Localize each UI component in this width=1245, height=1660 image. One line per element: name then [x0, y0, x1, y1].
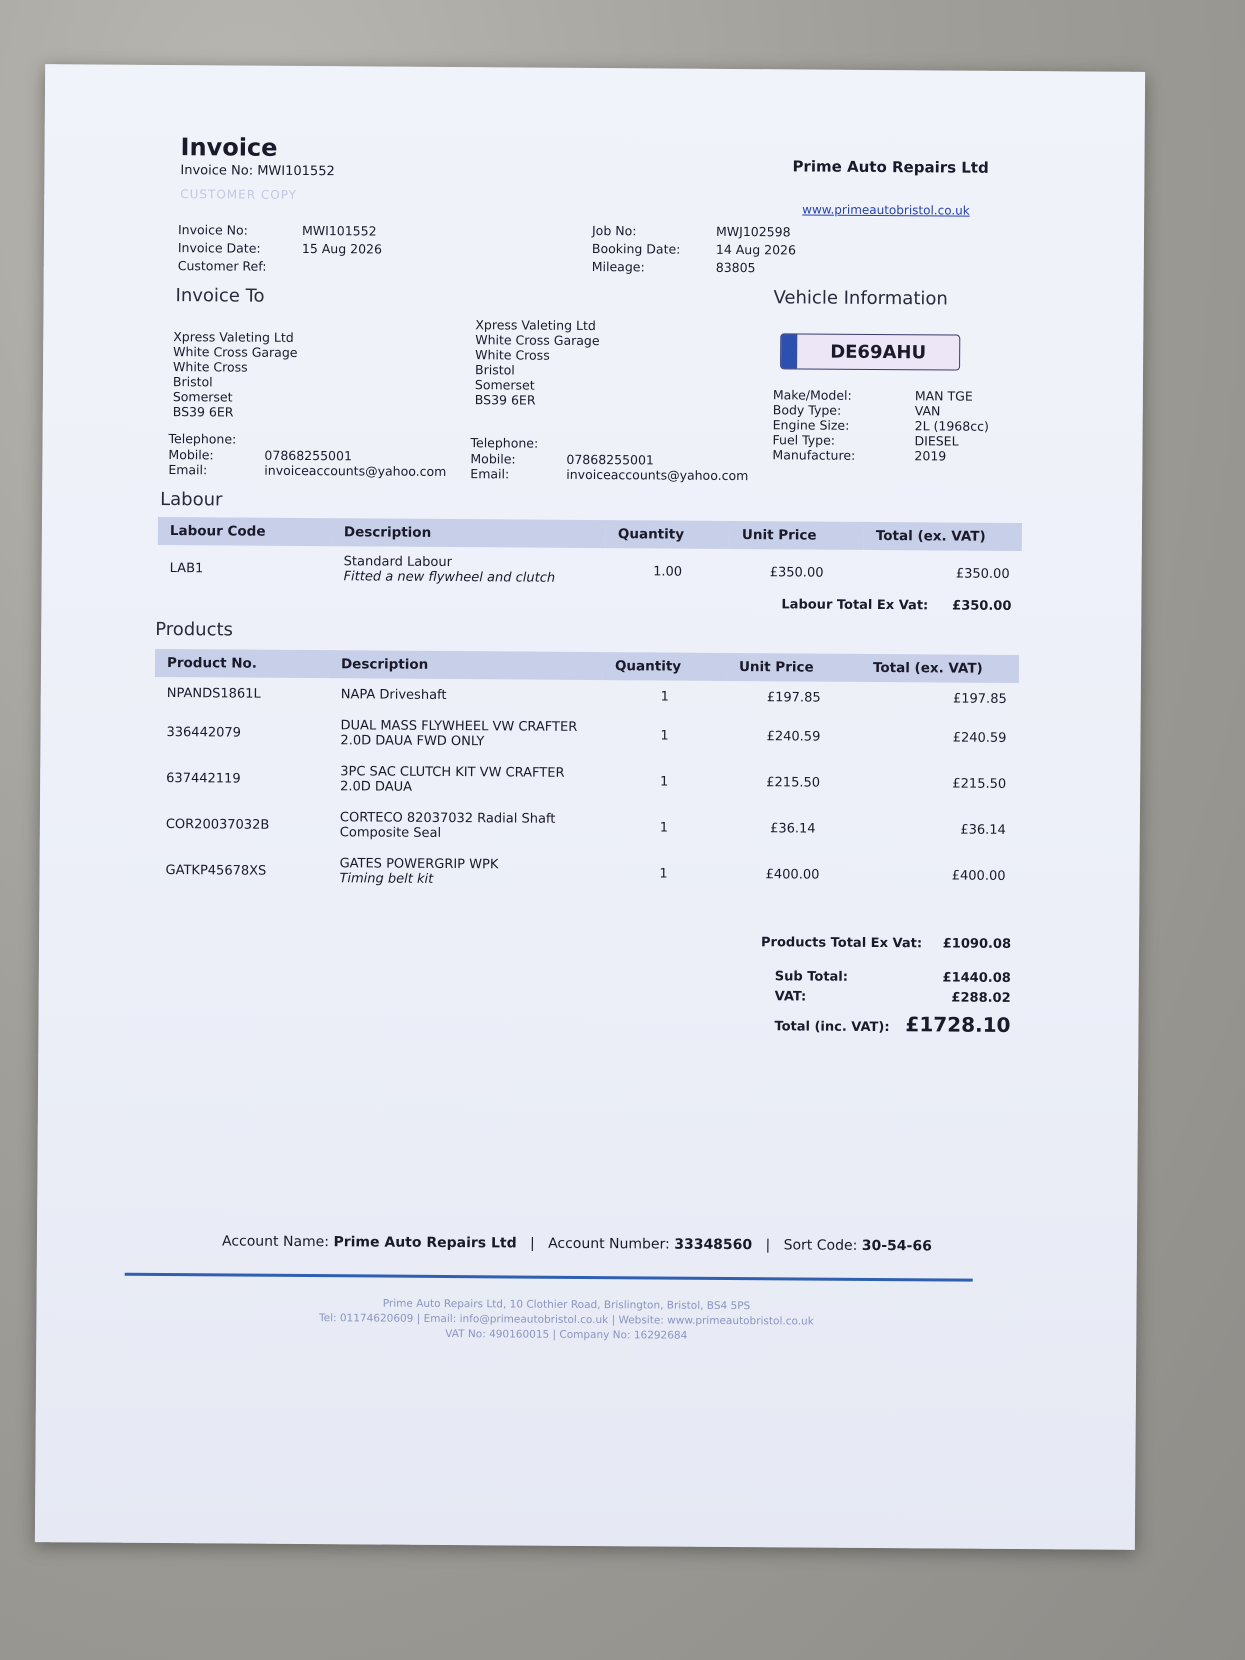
- vehicle-value: 2L (1968cc): [914, 418, 989, 434]
- mobile-label: Mobile:: [470, 450, 516, 466]
- address-line: Bristol: [474, 362, 515, 378]
- vehicle-label: Make/Model:: [772, 387, 852, 403]
- quantity: 1.00: [653, 563, 683, 580]
- unit-price: £36.14: [770, 820, 816, 837]
- unit-price: £350.00: [769, 564, 824, 581]
- table-row: [154, 801, 1018, 853]
- line-total: £36.14: [960, 822, 1006, 838]
- line-total: £350.00: [955, 566, 1010, 582]
- vat-row: [775, 989, 1011, 1013]
- company-website-link[interactable]: www.primeautobristol.co.uk: [802, 202, 970, 218]
- product-number: NPANDS1861L: [166, 685, 261, 702]
- subtotal-row: [775, 969, 1011, 991]
- vehicle-label: Body Type:: [772, 402, 842, 418]
- separator: |: [756, 1237, 780, 1254]
- product-number: 637442119: [166, 770, 241, 787]
- email-value: invoiceaccounts@yahoo.com: [264, 462, 447, 479]
- invoice-to-heading: Invoice To: [175, 285, 265, 307]
- footer-divider: [125, 1273, 973, 1282]
- product-number: 336442079: [166, 724, 242, 741]
- invoice-title: Invoice: [180, 133, 278, 162]
- subtotal-value: £1440.08: [942, 970, 1011, 986]
- separator: |: [521, 1235, 544, 1252]
- meta-label: Mileage:: [591, 258, 645, 275]
- unit-price: £197.85: [766, 689, 821, 706]
- column-header: Total (ex. VAT): [864, 522, 1022, 551]
- mobile-value: 07868255001: [566, 451, 654, 467]
- mobile-label: Mobile:: [168, 446, 214, 462]
- column-header: Unit Price: [727, 653, 861, 682]
- vehicle-info-heading: Vehicle Information: [773, 287, 948, 310]
- address-line: White Cross Garage: [475, 332, 600, 349]
- address-line: BS39 6ER: [172, 404, 234, 420]
- line-total: £400.00: [951, 868, 1006, 884]
- description-sub: 2.0D DAUA: [340, 779, 413, 795]
- meta-label: Booking Date:: [591, 240, 681, 257]
- products-table: [153, 649, 1019, 899]
- product-description: [328, 802, 602, 850]
- unit-price: £215.50: [766, 774, 821, 791]
- labour-heading: Labour: [160, 488, 223, 511]
- description-sub: Fitted a new flywheel and clutch: [343, 569, 556, 586]
- description-main: GATES POWERGRIP WPK: [339, 856, 499, 873]
- quantity: 1: [660, 727, 669, 744]
- vehicle-value: 2019: [914, 448, 947, 464]
- address-line: BS39 6ER: [474, 392, 536, 408]
- mobile-value: 07868255001: [264, 447, 352, 463]
- quantity: 1: [660, 688, 669, 705]
- product-description: [329, 678, 603, 712]
- labour-total-value: £350.00: [952, 598, 1012, 614]
- bank-details: [147, 1233, 1007, 1255]
- customer-copy-label: CUSTOMER COPY: [180, 187, 298, 202]
- invoice-meta-left: [178, 221, 382, 276]
- address-line: Somerset: [172, 389, 233, 405]
- account-number-label: Account Number:: [548, 1235, 670, 1253]
- sort-code-label: Sort Code:: [783, 1237, 858, 1254]
- column-header: Description: [329, 650, 603, 680]
- column-header: Unit Price: [730, 521, 864, 550]
- address-line: White Cross: [173, 359, 248, 375]
- table-row: [154, 709, 1018, 761]
- email-label: Email:: [470, 466, 510, 482]
- delivery-contact: [470, 435, 748, 483]
- products-total-value: £1090.08: [942, 936, 1012, 952]
- delivery-address: [475, 317, 600, 408]
- vehicle-label: Manufacture:: [772, 447, 856, 463]
- meta-label: Invoice No:: [177, 222, 248, 238]
- column-header: Total (ex. VAT): [861, 654, 1019, 683]
- meta-label: Invoice Date:: [177, 240, 261, 256]
- grand-total-row: [774, 1011, 1010, 1037]
- product-description: [328, 756, 602, 804]
- number-plate: [780, 333, 960, 370]
- sort-code: 30-54-66: [861, 1237, 932, 1255]
- description-main: 3PC SAC CLUTCH KIT VW CRAFTER: [340, 764, 565, 781]
- quantity: 1: [659, 819, 669, 836]
- products-heading: Products: [155, 618, 234, 641]
- line-total: £215.50: [952, 776, 1007, 792]
- product-number: COR20037032B: [165, 816, 270, 833]
- vehicle-value: VAN: [914, 403, 941, 419]
- description-main: NAPA Driveshaft: [340, 686, 447, 703]
- quantity: 1: [659, 773, 669, 790]
- footer-registration: VAT No: 490160015 | Company No: 16292684: [445, 1328, 688, 1342]
- meta-value: 15 Aug 2026: [301, 240, 383, 257]
- labour-total: [781, 597, 1011, 614]
- labour-code: LAB1: [169, 560, 204, 576]
- meta-label: Job No:: [591, 223, 637, 239]
- account-number: 33348560: [674, 1236, 753, 1254]
- product-description: [327, 848, 601, 896]
- vehicle-label: Fuel Type:: [772, 432, 836, 448]
- column-header: Quantity: [603, 652, 727, 681]
- plate-band-icon: [781, 334, 797, 368]
- address-line: White Cross: [475, 347, 550, 363]
- account-name-label: Account Name:: [221, 1233, 330, 1251]
- address-line: White Cross Garage: [173, 344, 298, 360]
- quantity: 1: [659, 865, 668, 882]
- telephone-label: Telephone:: [168, 431, 237, 447]
- product-number: GATKP45678XS: [165, 862, 267, 879]
- company-name: Prime Auto Repairs Ltd: [792, 157, 989, 177]
- meta-value: MWJ102598: [715, 223, 791, 240]
- products-total: [761, 935, 1011, 952]
- column-header: Description: [332, 518, 606, 548]
- meta-value: 83805: [715, 259, 756, 276]
- table-row: [153, 847, 1017, 899]
- vat-value: £288.02: [951, 990, 1011, 1006]
- column-header: Quantity: [606, 520, 730, 549]
- account-name: Prime Auto Repairs Ltd: [333, 1234, 517, 1252]
- address-line: Bristol: [172, 374, 213, 390]
- table-row: [154, 755, 1018, 807]
- description-sub: Composite Seal: [339, 825, 442, 841]
- totals-block: [774, 969, 1010, 1037]
- grand-total-label: Total (inc. VAT):: [774, 1019, 890, 1036]
- description-sub: 2.0D DAUA FWD ONLY: [340, 733, 485, 750]
- products-total-label: Products Total Ex Vat:: [761, 935, 923, 952]
- invoice-paper: [35, 64, 1145, 1550]
- table-row: [157, 545, 1021, 597]
- unit-price: £400.00: [765, 866, 820, 883]
- line-total: £197.85: [952, 691, 1007, 707]
- column-header: Product No.: [155, 649, 329, 678]
- vehicle-value: MAN TGE: [914, 388, 973, 404]
- unit-price: £240.59: [766, 728, 821, 745]
- plate-number: DE69AHU: [830, 341, 927, 363]
- description-main: DUAL MASS FLYWHEEL VW CRAFTER: [340, 718, 578, 735]
- description-sub: Timing belt kit: [339, 871, 434, 887]
- email-label: Email:: [168, 462, 208, 478]
- product-description: [328, 710, 602, 758]
- footer-text: [136, 1295, 996, 1346]
- grand-total-value: £1728.10: [905, 1012, 1011, 1037]
- column-header: Labour Code: [158, 517, 332, 546]
- footer-address: Prime Auto Repairs Ltd, 10 Clothier Road, Brislington, Bristol, BS4 5PS: [382, 1297, 751, 1313]
- invoice-number-line: Invoice No: MWI101552: [180, 163, 335, 180]
- vehicle-value: DIESEL: [914, 433, 959, 449]
- meta-value: 14 Aug 2026: [715, 241, 797, 258]
- meta-value: MWI101552: [301, 222, 377, 239]
- vehicle-fields: [772, 387, 989, 464]
- invoice-meta-right: [592, 222, 796, 277]
- vehicle-label: Engine Size:: [772, 417, 850, 433]
- address-line: Somerset: [474, 377, 535, 393]
- vat-label: VAT:: [774, 989, 807, 1005]
- labour-description: [331, 546, 605, 594]
- labour-table: [157, 517, 1021, 597]
- line-total: £240.59: [952, 730, 1007, 746]
- subtotal-label: Sub Total:: [774, 969, 849, 985]
- telephone-label: Telephone:: [470, 435, 539, 451]
- address-line: Xpress Valeting Ltd: [475, 317, 596, 334]
- labour-total-label: Labour Total Ex Vat:: [781, 597, 929, 614]
- billing-contact: [168, 431, 446, 479]
- email-value: invoiceaccounts@yahoo.com: [566, 466, 749, 484]
- description-main: CORTECO 82037032 Radial Shaft: [339, 810, 556, 827]
- meta-label: Customer Ref:: [177, 258, 267, 274]
- address-line: Xpress Valeting Ltd: [173, 329, 294, 345]
- billing-address: [173, 329, 298, 420]
- description-main: Standard Labour: [343, 554, 453, 571]
- footer-contacts: Tel: 01174620609 | Email: info@primeautobristol.co.uk | Website: www.primeautobristol.co.uk: [318, 1312, 814, 1328]
